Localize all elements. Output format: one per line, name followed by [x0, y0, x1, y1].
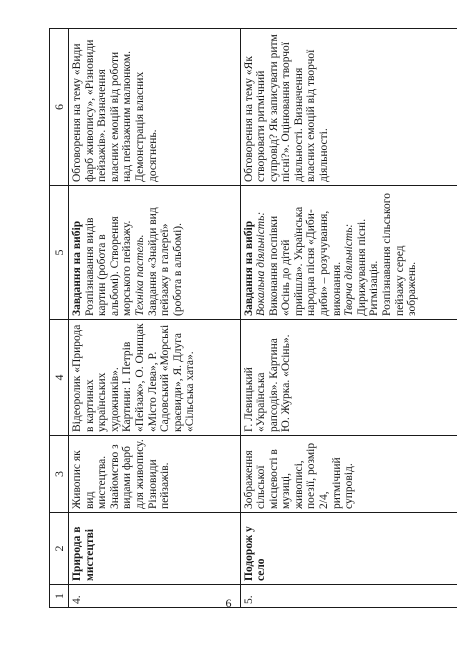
row-number: 4.	[69, 585, 241, 608]
page-number: 6	[225, 596, 232, 610]
tasks-title: Завдання на вибір	[242, 220, 255, 316]
materials-cell: Г. Левицький «Українська рапсодія». Картина Ю. Журка. «Осінь».	[240, 320, 457, 436]
header-cell: 3	[50, 436, 69, 513]
header-cell: 1	[50, 585, 69, 608]
task-line: Дирижування пісні. Ритмізація. Розпізнавання сільського пейзажу серед зображень.	[355, 193, 419, 316]
content-cell: Зображення сільської місцевості в музиці, живописі, поезії, розмір 2/4, ритмічний супровід.	[240, 436, 457, 513]
task-line: Вокальна діяльність:	[255, 211, 268, 316]
task-line: Завдання «Знайди вид пейзажу в галереї» (робота в альбомі).	[146, 207, 184, 316]
materials-cell: Відеоролик «Природа в картинах українських художників». Картини: І. Петрів «Пейзаж», О. Онищак «Місто Лева», Р. Садовський «Морські краєвиди», Я. Длуга «Сільська хата».	[69, 320, 241, 436]
discussion-cell: Обговорення на тему «Як створювати ритмічний супровід? Як записувати ритм пісні?». Оцінювання творчої діяльності. Визначення власних емоцій від творчої діяльності.	[240, 29, 457, 186]
rotated-table-container	[49, 29, 457, 608]
theme-cell: Природа в мистецтві	[69, 513, 241, 585]
tasks-cell	[69, 186, 241, 320]
task-line: Творча діяльність:	[343, 223, 356, 316]
task-line: Техніка пастель.	[133, 234, 146, 316]
header-cell: 5	[50, 186, 69, 320]
theme-cell: Подорож у село	[240, 513, 457, 585]
task-line: Створення морського пейзажу.	[108, 216, 134, 316]
header-cell: 6	[50, 29, 69, 186]
header-cell: 4	[50, 320, 69, 436]
task-line: Розпізнавання видів картин (робота в альбомі).	[83, 217, 121, 316]
header-row	[50, 29, 69, 608]
task-line: Виконання поспівки «Осінь до дітей прийшла». Українська народна пісня «Диби-диби» – розучування, виконання.	[267, 206, 343, 316]
table-row	[69, 29, 241, 608]
row-number: 5.	[240, 585, 457, 608]
discussion-cell: Обговорення на тему «Види фарб живопису», «Різновиди пейзажів». Визначення власних емоцій від роботи над пейзажним малюнком. Демонстрація власних досягнень.	[69, 29, 241, 186]
content-cell: Живопис як вид мистецтва. Знайомство з видами фарб для живопису. Різновиди пейзажів.	[69, 436, 241, 513]
header-cell: 2	[50, 513, 69, 585]
tasks-title: Завдання на вибір	[71, 220, 83, 316]
table-row	[240, 29, 457, 608]
lesson-plan-table	[49, 28, 457, 608]
tasks-cell	[240, 186, 457, 320]
